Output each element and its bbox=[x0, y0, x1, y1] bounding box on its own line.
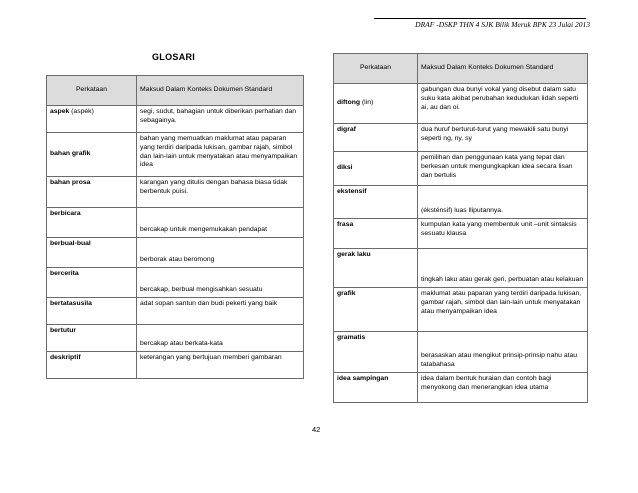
definition-cell: berasaskan atau mengikut prinsip-prinsip nahu atau tatabahasa bbox=[418, 332, 588, 373]
definition-cell: idea dalam bentuk huraian dan contoh bagi menyokong dan menerangkan idea utama bbox=[418, 373, 588, 403]
term-cell: bercerita bbox=[47, 268, 137, 298]
table-row bbox=[334, 124, 588, 152]
term-cell: ekstensif bbox=[334, 186, 418, 219]
definition-cell: bercakap untuk mengemukakan pendapat bbox=[137, 208, 304, 238]
document-header: DRAF -DSKP THN 4 SJK Bilik Meruk BPK 23 Julai 2013 bbox=[415, 20, 590, 29]
header-rule bbox=[374, 18, 586, 19]
term-cell: bertutur bbox=[47, 325, 137, 352]
term-cell: frasa bbox=[334, 219, 418, 249]
term-cell: gerak laku bbox=[334, 249, 418, 288]
term-cell: bahan grafik bbox=[47, 133, 137, 177]
term-cell: bahan prosa bbox=[47, 177, 137, 208]
table-row bbox=[47, 106, 304, 133]
column-header-word: Perkataan bbox=[334, 54, 418, 84]
term-cell: berbicara bbox=[47, 208, 137, 238]
definition-cell: berborak atau beromong bbox=[137, 238, 304, 268]
definition-cell: segi, sudut, bahagian untuk diberikan perhatian dan sebagainya. bbox=[137, 106, 304, 133]
page-number: 42 bbox=[312, 425, 321, 434]
term-cell: bertatasusila bbox=[47, 298, 137, 325]
table-row bbox=[334, 84, 588, 124]
term-cell: idea sampingan bbox=[334, 373, 418, 403]
table-row bbox=[334, 288, 588, 332]
table-row bbox=[334, 186, 588, 219]
table-header-row bbox=[334, 54, 588, 84]
table-row bbox=[47, 325, 304, 352]
term-text: diftong bbox=[337, 99, 361, 107]
term-cell: diksi bbox=[334, 152, 418, 186]
column-header-meaning: Maksud Dalam Konteks Dokumen Standard bbox=[418, 54, 588, 84]
table-row bbox=[334, 152, 588, 186]
definition-cell: keterangan yang bertujuan memberi gambaran bbox=[137, 352, 304, 379]
table-row bbox=[47, 177, 304, 208]
definition-cell: (éksténsif) luas lliputannya. bbox=[418, 186, 588, 219]
table-row bbox=[47, 133, 304, 177]
definition-cell: adat sopan santun dan budi pekerti yang baik bbox=[137, 298, 304, 325]
term-pronunciation: (lin) bbox=[360, 99, 374, 107]
table-row bbox=[334, 219, 588, 249]
term-cell bbox=[334, 84, 418, 124]
term-pronunciation: (aspék) bbox=[69, 108, 94, 115]
term-text: aspek bbox=[50, 108, 70, 115]
table-row bbox=[334, 249, 588, 288]
table-row bbox=[47, 208, 304, 238]
definition-cell: bercakap atau berkata-kata bbox=[137, 325, 304, 352]
glossary-table-right bbox=[333, 53, 588, 403]
table-row bbox=[47, 238, 304, 268]
definition-cell: maklumat atau paparan yang terdiri daripada lukisan, gambar rajah, simbol dan lain-lain untuk menyatakan atau menyampaikan idea bbox=[418, 288, 588, 332]
definition-cell: dua huruf berturut-turut yang mewakili satu bunyi seperti ng, ny, sy bbox=[418, 124, 588, 152]
definition-cell: bahan yang memuatkan maklumat atau paparan yang terdiri daripada lukisan, gambar rajah, simbol dan lain-lain untuk menyatakan atau menyampaikan idea bbox=[137, 133, 304, 177]
definition-cell: gabungan dua bunyi vokal yang disebut dalam satu suku kata akibat perubahan kedudukan lidah seperti ai, au dan oi. bbox=[418, 84, 588, 124]
term-cell: gramatis bbox=[334, 332, 418, 373]
table-row bbox=[47, 268, 304, 298]
table-row bbox=[334, 373, 588, 403]
table-row bbox=[47, 298, 304, 325]
definition-cell: tingkah laku atau gerak geri, perbuatan atau kelakuan bbox=[418, 249, 588, 288]
term-cell: deskriptif bbox=[47, 352, 137, 379]
definition-cell: bercakap, berbual mengisahkan sesuatu bbox=[137, 268, 304, 298]
term-cell bbox=[47, 106, 137, 133]
glossary-table-left bbox=[46, 75, 304, 379]
glossary-title: GLOSARI bbox=[152, 52, 196, 62]
table-header-row bbox=[47, 76, 304, 106]
definition-cell: kumpulan kata yang membentuk unit –unit sintaksis sesuatu klausa bbox=[418, 219, 588, 249]
term-cell: berbual-bual bbox=[47, 238, 137, 268]
term-cell: digraf bbox=[334, 124, 418, 152]
term-cell: grafik bbox=[334, 288, 418, 332]
column-header-meaning: Maksud Dalam Konteks Dokumen Standard bbox=[137, 76, 304, 106]
column-header-word: Perkataan bbox=[47, 76, 137, 106]
definition-cell: karangan yang ditulis dengan bahasa biasa tidak berbentuk puisi. bbox=[137, 177, 304, 208]
definition-cell: pemilihan dan penggunaan kata yang tepat dan berkesan untuk mengungkapkan idea secara lisan dan bertulis bbox=[418, 152, 588, 186]
table-row bbox=[334, 332, 588, 373]
table-row bbox=[47, 352, 304, 379]
